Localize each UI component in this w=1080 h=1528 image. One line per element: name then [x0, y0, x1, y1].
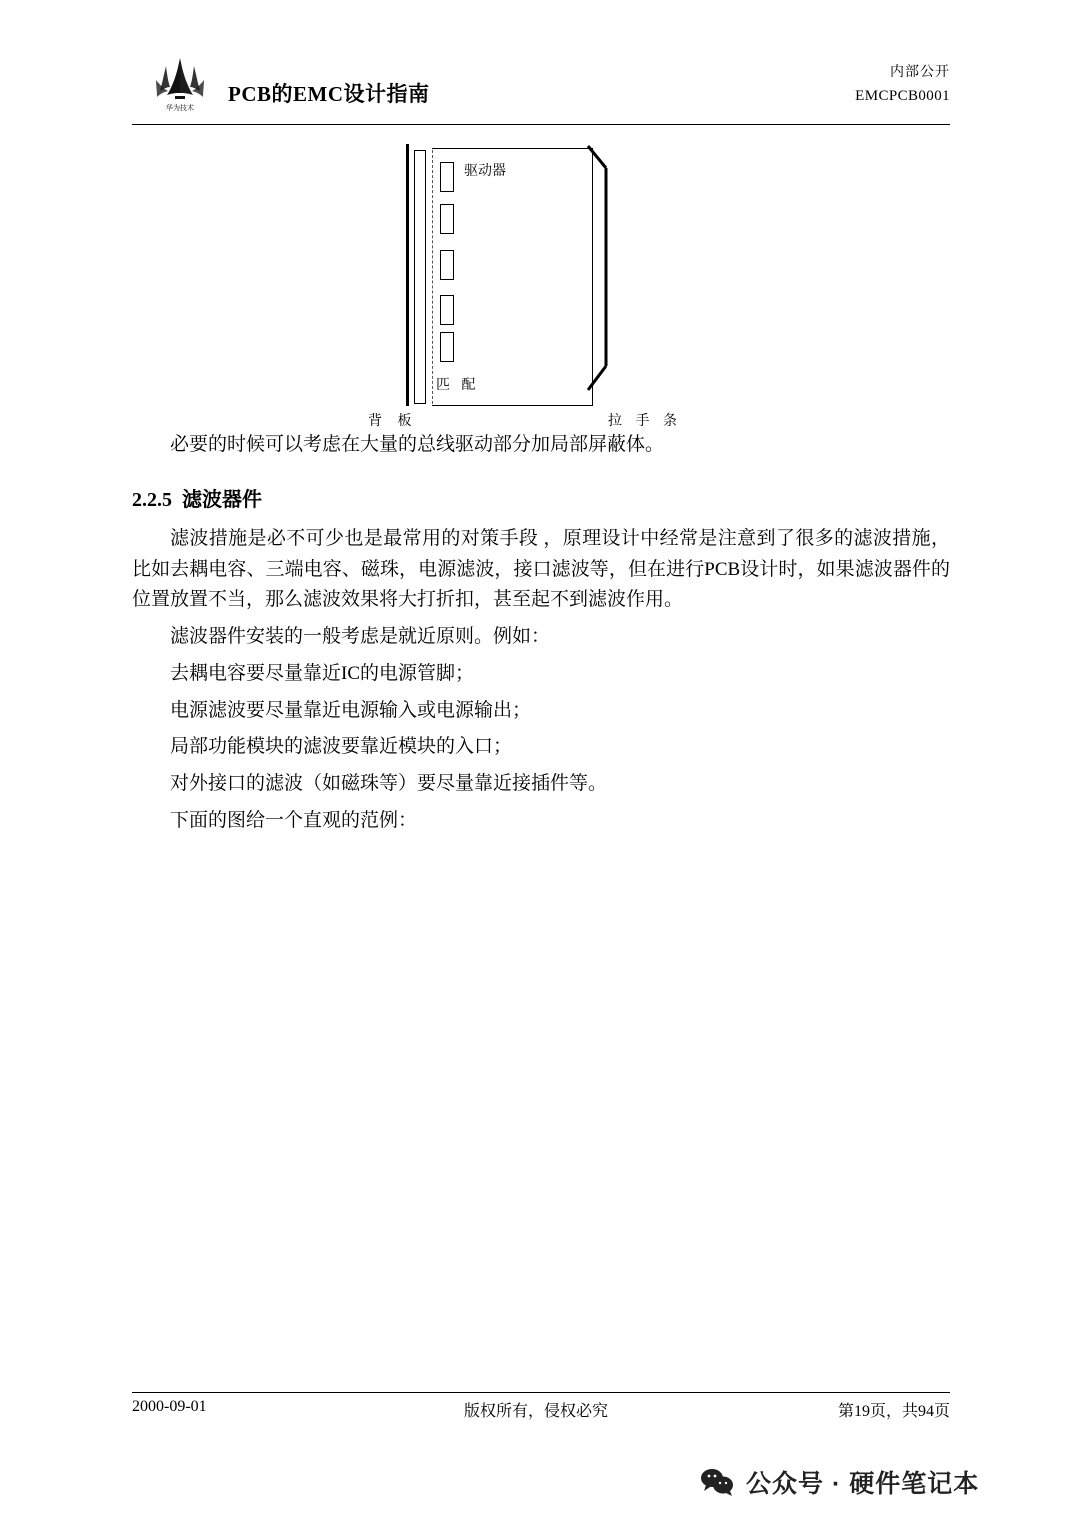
board-edge-rect [414, 150, 426, 404]
driver-label: 驱动器 [464, 164, 506, 179]
huawei-logo-icon [152, 56, 208, 114]
watermark-text: 公众号 · 硬件笔记本 [746, 1470, 980, 1498]
paragraph-1: 滤波措施是必不可少也是最常用的对策手段 ，原理设计中经常是注意到了很多的滤波措施，比如去耦电容、三端电容、磁珠，电源滤波，接口滤波等，但在进行PCB设计时，如果滤波器件的位置放置不当，那么滤波效果将大打折扣，甚至起不到滤波作用。 [132, 527, 950, 611]
list-item: 电源滤波要尽量靠近电源输入或电源输出； [170, 699, 532, 721]
header-divider [132, 124, 950, 125]
handle-bar-shape [586, 144, 612, 412]
wechat-icon [700, 1467, 734, 1497]
paragraph-3: 下面的图给一个直观的范例： [170, 809, 418, 831]
dashed-separator [432, 150, 433, 404]
backplane-label: 背 板 [368, 414, 418, 429]
svg-text:华为技术: 华为技术 [166, 104, 194, 112]
figure-caption: 必要的时候可以考虑在大量的总线驱动部分加局部屏蔽体。 [170, 434, 665, 455]
footer-page-number: 第19页，共94页 [837, 1403, 950, 1420]
backplane-driver-diagram [360, 140, 690, 430]
footer-divider [132, 1392, 950, 1393]
document-id: EMCPCB0001 [855, 88, 950, 105]
footer-date: 2000-09-01 [132, 1398, 207, 1415]
handle-label: 拉 手 条 [608, 414, 682, 429]
page-body [132, 430, 950, 843]
driver-block [440, 250, 454, 280]
footer-copyright: 版权所有，侵权必究 [464, 1403, 609, 1420]
page-header [132, 52, 950, 124]
list-item: 去耦电容要尽量靠近IC的电源管脚； [170, 662, 475, 684]
watermark-banner [700, 1462, 979, 1502]
backplane-line [406, 144, 409, 406]
list-item: 对外接口的滤波（如磁珠等）要尽量靠近接插件等。 [170, 773, 608, 795]
section-title: 滤波器件 [182, 488, 262, 511]
driver-block [440, 204, 454, 234]
driver-block [440, 162, 454, 192]
card-outline-rect [432, 148, 593, 406]
header-meta [855, 62, 950, 108]
driver-block [440, 295, 454, 325]
header-title: PCB的EMC设计指南 [228, 82, 430, 106]
driver-block [440, 332, 454, 362]
paragraph-2: 滤波器件安装的一般考虑是就近原则。例如： [170, 626, 551, 648]
section-number: 2.2.5 [132, 488, 172, 511]
page-footer [132, 1398, 950, 1422]
list-item: 局部功能模块的滤波要靠近模块的入口； [170, 736, 513, 758]
match-label: 匹 配 [436, 378, 480, 393]
section-heading [132, 483, 950, 512]
classification-label: 内部公开 [890, 65, 950, 80]
